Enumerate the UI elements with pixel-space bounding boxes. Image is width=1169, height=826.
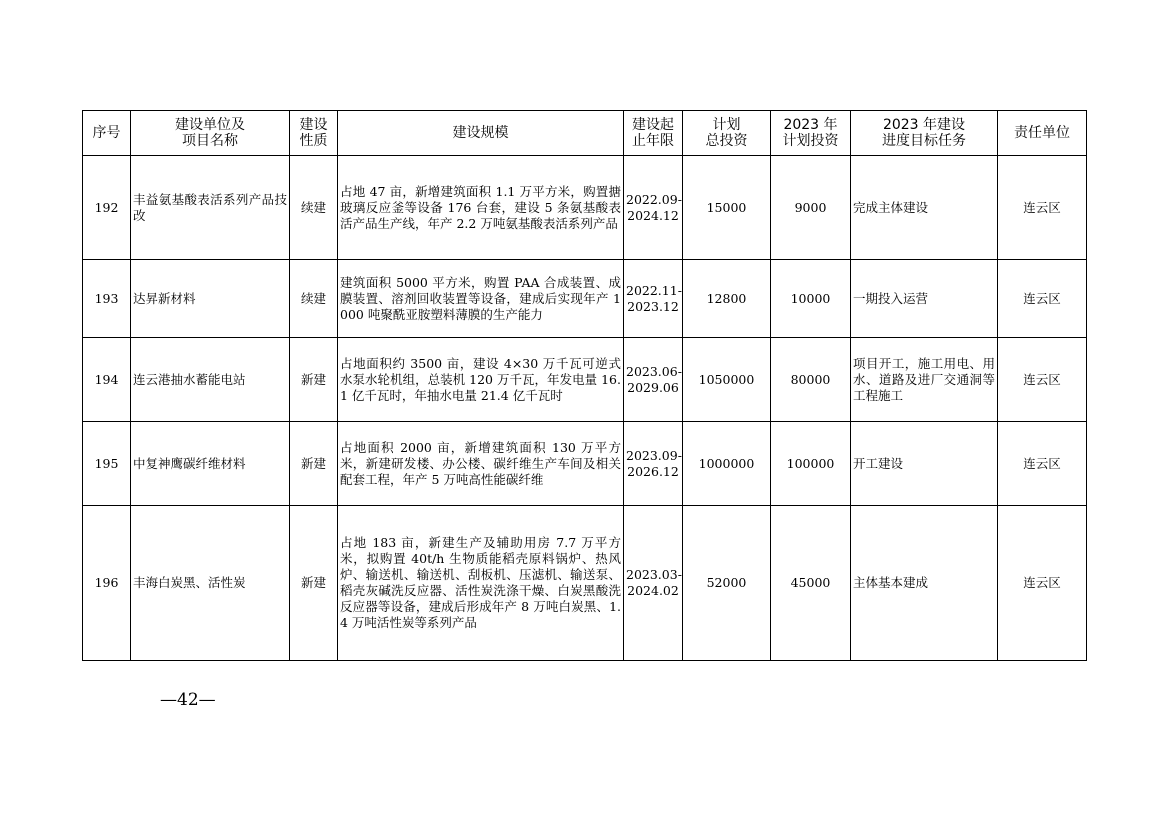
header-total-line1: 计划 (712, 117, 741, 133)
header-nature-line2: 性质 (299, 133, 328, 149)
row-plan2023: 10000 (771, 260, 851, 338)
row-seq: 196 (83, 506, 131, 661)
row-period-start: 2022.11- (626, 282, 682, 298)
row-period (624, 422, 683, 506)
row-name: 连云港抽水蓄能电站 (131, 338, 290, 422)
row-goal: 一期投入运营 (851, 260, 998, 338)
row-plan2023: 9000 (771, 156, 851, 260)
header-nature-line1: 建设 (299, 117, 328, 133)
row-goal: 完成主体建设 (851, 156, 998, 260)
project-table (82, 110, 1087, 661)
row-plan2023: 45000 (771, 506, 851, 661)
header-unit-line1: 建设单位及 (175, 117, 245, 133)
row-goal: 主体基本建成 (851, 506, 998, 661)
row-nature: 续建 (290, 260, 338, 338)
row-scale: 建筑面积 5000 平方米，购置 PAA 合成装置、成膜装置、溶剂回收装置等设备，建成后实现年产 1000 吨聚酰亚胺塑料薄膜的生产能力 (338, 260, 624, 338)
row-name: 丰海白炭黑、活性炭 (131, 506, 290, 661)
header-nature (290, 111, 338, 156)
row-scale: 占地 183 亩，新建生产及辅助用房 7.7 万平方米，拟购置 40t/h 生物质能稻壳原料锅炉、热风炉、输送机、输送机、刮板机、压滤机、输送泵、稻壳灰碱洗反应器、活性炭洗涤干燥、白炭黑酸洗反应器等设备，建成后形成年产 8 万吨白炭黑、1.4 万吨活性炭等系列产品 (338, 506, 624, 661)
row-total: 12800 (683, 260, 771, 338)
row-name: 达昇新材料 (131, 260, 290, 338)
header-goal-line1: 2023 年建设 (882, 117, 966, 133)
row-nature: 新建 (290, 338, 338, 422)
header-plan2023 (771, 111, 851, 156)
table-row (83, 506, 1087, 661)
row-resp: 连云区 (998, 260, 1087, 338)
row-goal: 项目开工，施工用电、用水、道路及进厂交通洞等工程施工 (851, 338, 998, 422)
row-period-end: 2024.12 (627, 207, 679, 223)
row-seq: 193 (83, 260, 131, 338)
row-name: 中复神鹰碳纤维材料 (131, 422, 290, 506)
row-period-start: 2022.09- (626, 191, 682, 207)
page-number: —42— (160, 690, 216, 710)
row-period-end: 2024.02 (627, 583, 679, 598)
table-header-row (83, 111, 1087, 156)
row-period-end: 2029.06 (627, 379, 679, 395)
row-total: 52000 (683, 506, 771, 661)
header-total-line2: 总投资 (705, 133, 748, 149)
header-resp: 责任单位 (998, 111, 1087, 156)
row-resp: 连云区 (998, 156, 1087, 260)
table-row (83, 156, 1087, 260)
header-goal (851, 111, 998, 156)
row-period-start: 2023.03- (626, 567, 682, 582)
row-period (624, 156, 683, 260)
header-unit (131, 111, 290, 156)
header-unit-line2: 项目名称 (182, 133, 238, 149)
row-nature: 新建 (290, 422, 338, 506)
row-seq: 192 (83, 156, 131, 260)
row-total: 15000 (683, 156, 771, 260)
row-goal: 开工建设 (851, 422, 998, 506)
header-period (624, 111, 683, 156)
row-nature: 续建 (290, 156, 338, 260)
row-period-end: 2026.12 (627, 463, 679, 479)
row-name: 丰益氨基酸表活系列产品技改 (131, 156, 290, 260)
row-resp: 连云区 (998, 422, 1087, 506)
row-scale: 占地 47 亩，新增建筑面积 1.1 万平方米，购置搪玻璃反应釜等设备 176 台套，建设 5 条氨基酸表活产品生产线，年产 2.2 万吨氨基酸表活系列产品 (338, 156, 624, 260)
header-scale: 建设规模 (338, 111, 624, 156)
row-seq: 194 (83, 338, 131, 422)
table-row (83, 338, 1087, 422)
row-total: 1050000 (683, 338, 771, 422)
header-goal-line2: 进度目标任务 (882, 133, 966, 149)
row-seq: 195 (83, 422, 131, 506)
row-period (624, 338, 683, 422)
header-plan2023-line1: 2023 年 (783, 117, 838, 133)
header-period-line1: 建设起 (632, 117, 674, 133)
row-scale: 占地面积 2000 亩，新增建筑面积 130 万平方米，新建研发楼、办公楼、碳纤维生产车间及相关配套工程，年产 5 万吨高性能碳纤维 (338, 422, 624, 506)
row-total: 1000000 (683, 422, 771, 506)
row-period-start: 2023.09- (626, 447, 682, 463)
table-row (83, 260, 1087, 338)
row-scale: 占地面积约 3500 亩，建设 4×30 万千瓦可逆式水泵水轮机组，总装机 120 万千瓦，年发电量 16.1 亿千瓦时，年抽水电量 21.4 亿千瓦时 (338, 338, 624, 422)
header-total (683, 111, 771, 156)
project-table-container (82, 110, 1086, 661)
row-plan2023: 80000 (771, 338, 851, 422)
row-resp: 连云区 (998, 338, 1087, 422)
table-row (83, 422, 1087, 506)
row-resp: 连云区 (998, 506, 1087, 661)
header-period-line2: 止年限 (632, 133, 674, 149)
row-period (624, 506, 683, 661)
row-nature: 新建 (290, 506, 338, 661)
row-period-start: 2023.06- (626, 363, 682, 379)
row-period-end: 2023.12 (627, 298, 679, 314)
row-plan2023: 100000 (771, 422, 851, 506)
row-period (624, 260, 683, 338)
header-plan2023-line2: 计划投资 (782, 133, 839, 149)
header-seq: 序号 (83, 111, 131, 156)
